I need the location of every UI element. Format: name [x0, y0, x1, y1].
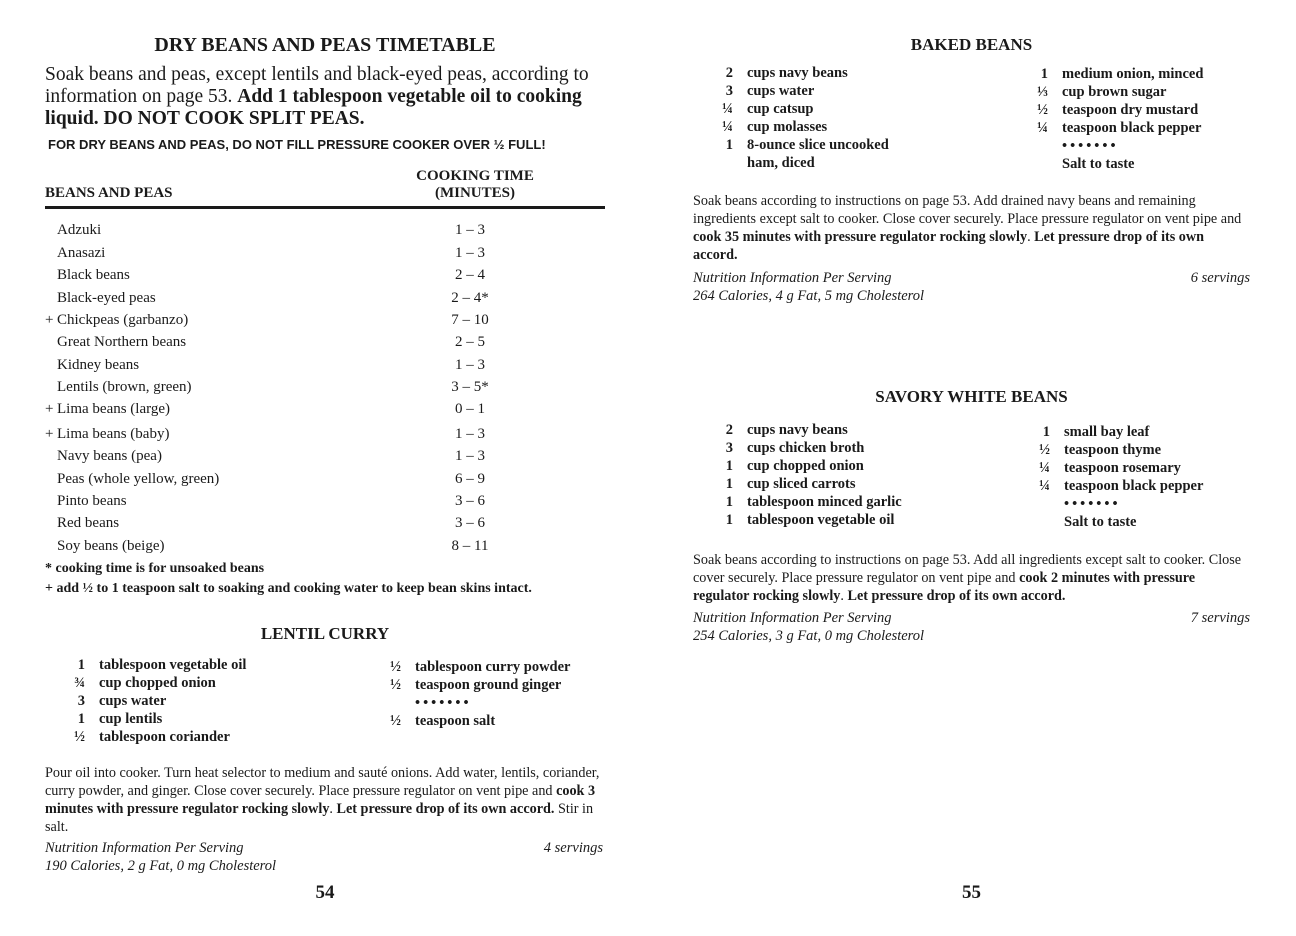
ingredient-quantity: 1 — [725, 512, 733, 528]
lentil-curry-title: LENTIL CURRY — [260, 624, 390, 643]
bean-name: Lentils (brown, green) — [57, 379, 192, 395]
directions-bold-text: Let pressure drop of its own accord. — [336, 801, 555, 817]
bean-name: Anasazi — [57, 245, 106, 261]
ingredient-text: cup sliced carrots — [747, 476, 856, 492]
ingredient-text: teaspoon dry mustard — [1062, 102, 1199, 118]
ingredient-text: 8-ounce slice uncooked — [747, 137, 889, 153]
table-row — [45, 312, 605, 334]
bean-name: Peas (whole yellow, green) — [57, 471, 220, 487]
intro-plain-text: Soak beans and peas, except lentils and black-eyed peas, according to information on page 53. — [45, 64, 589, 107]
table-row — [45, 334, 605, 356]
table-row — [45, 493, 605, 515]
cooking-time: 2 – 5 — [455, 334, 485, 350]
ingredient-quantity: ½ — [1037, 102, 1048, 118]
ingredient-quantity: 3 — [725, 440, 733, 456]
cooking-time: 7 – 10 — [451, 312, 489, 328]
ingredient-quantity: 1 — [1042, 424, 1050, 440]
bean-name: Kidney beans — [57, 357, 140, 373]
cooking-time: 3 – 6 — [455, 493, 485, 509]
directions-text: Soak beans according to instructions on page 53. Add drained navy beans and remaining ingredients except salt to cooker. Close cover securely. Place pressure regulator on vent pipe and — [693, 193, 1242, 227]
bean-name: Black beans — [57, 267, 130, 283]
ingredient-quantity: 3 — [725, 83, 733, 99]
ingredient-text: tablespoon curry powder — [415, 659, 571, 675]
table-row — [45, 448, 605, 470]
ingredient-quantity: ¼ — [1039, 460, 1050, 476]
table-row — [45, 426, 605, 448]
table-row — [45, 267, 605, 289]
ingredient-text: cups water — [99, 693, 167, 709]
ingredient-quantity: 1 — [77, 657, 85, 673]
ingredient-text: cup brown sugar — [1062, 84, 1167, 100]
table-header-time-line2: (MINUTES) — [434, 185, 515, 201]
baked-beans-title: BAKED BEANS — [910, 35, 1033, 54]
directions-text: . — [840, 588, 844, 604]
ingredient-text: teaspoon black pepper — [1062, 120, 1202, 136]
bean-name: Lima beans (large) — [57, 401, 171, 417]
directions-bold-text: cook 2 minutes with pressure regulator rocking slowly — [693, 570, 1196, 604]
left-page — [45, 0, 605, 936]
ingredient-quantity: ½ — [390, 659, 401, 675]
savory-white-beans-nutrition-label: Nutrition Information Per Serving — [693, 610, 892, 626]
bean-name: Navy beans (pea) — [57, 448, 162, 464]
baked-beans-directions — [693, 192, 1250, 264]
ingredient-quantity: ¾ — [74, 675, 85, 691]
ingredient-quantity: 3 — [77, 693, 85, 709]
savory-white-beans-nutrition-values: 254 Calories, 3 g Fat, 0 mg Cholesterol — [693, 628, 925, 644]
cooking-time: 2 – 4 — [455, 267, 485, 283]
table-row — [45, 245, 605, 267]
bean-name: Red beans — [57, 515, 120, 531]
directions-text: Pour oil into cooker. Turn heat selector to medium and sauté onions. Add water, lentils, coriander, curry powder, and ginger. Close cover securely. Place pressure regulator on vent pipe and — [45, 765, 600, 799]
directions-bold-text: Let pressure drop of its own accord. — [847, 588, 1066, 604]
bean-name: Soy beans (beige) — [57, 538, 165, 554]
savory-white-beans-directions — [693, 551, 1250, 605]
ingredient-text: tablespoon vegetable oil — [99, 657, 247, 673]
ingredient-quantity: ⅓ — [1037, 84, 1048, 100]
ingredient-quantity: 1 — [725, 137, 733, 153]
page-number-left: 54 — [315, 882, 335, 903]
ingredient-text: cups chicken broth — [747, 440, 865, 456]
ingredient-quantity: 1 — [77, 711, 85, 727]
ingredient-quantity: 1 — [725, 476, 733, 492]
ingredient-quantity: ¼ — [1037, 120, 1048, 136]
table-row — [45, 290, 605, 312]
directions-bold-text: cook 35 minutes with pressure regulator rocking slowly — [693, 229, 1028, 245]
baked-beans-nutrition-values: 264 Calories, 4 g Fat, 5 mg Cholesterol — [693, 288, 925, 304]
ingredient-quantity: 1 — [725, 458, 733, 474]
ingredient-quantity: ½ — [1039, 442, 1050, 458]
cooking-time: 1 – 3 — [455, 222, 485, 238]
ingredient-text: teaspoon salt — [415, 713, 496, 729]
cooking-time: 6 – 9 — [455, 471, 485, 487]
directions-bold-text: Let pressure drop of its own accord. — [693, 229, 1205, 263]
lentil-curry-nutrition-label: Nutrition Information Per Serving — [45, 840, 244, 856]
ingredient-text: cups navy beans — [747, 65, 848, 81]
cooking-time: 1 – 3 — [455, 245, 485, 261]
ingredient-text: tablespoon vegetable oil — [747, 512, 895, 528]
table-header-name: BEANS AND PEAS — [45, 185, 173, 201]
bean-name: Chickpeas (garbanzo) — [57, 312, 189, 328]
ingredient-quantity: ¼ — [722, 101, 733, 117]
baked-beans-nutrition-label: Nutrition Information Per Serving — [693, 270, 892, 286]
footnote-unsoaked: * cooking time is for unsoaked beans — [45, 561, 265, 576]
table-header-time — [405, 168, 545, 202]
ingredient-text: ham, diced — [747, 155, 815, 171]
footnote-salt: + add ½ to 1 teaspoon salt to soaking and cooking water to keep bean skins intact. — [45, 581, 532, 596]
savory-white-beans-title: SAVORY WHITE BEANS — [875, 387, 1068, 406]
ingredient-text: tablespoon coriander — [99, 729, 230, 745]
cooking-time: 3 – 5* — [451, 379, 489, 395]
table-header-time-line1: COOKING TIME — [416, 168, 534, 184]
ingredient-text: Salt to taste — [1062, 156, 1135, 172]
ingredient-quantity: ½ — [390, 677, 401, 693]
ingredient-quantity: ½ — [390, 713, 401, 729]
table-row — [45, 379, 605, 401]
ingredient-text: teaspoon rosemary — [1064, 460, 1181, 476]
table-row — [45, 222, 605, 244]
bean-name: Black-eyed peas — [57, 290, 156, 306]
table-header-rule — [45, 206, 605, 209]
directions-text: Stir in salt. — [45, 801, 594, 835]
cooking-time: 8 – 11 — [451, 538, 489, 554]
directions-text: Soak beans according to instructions on page 53. Add all ingredients except salt to cooker. Close cover securely. Place pressure regulator on vent pipe and — [693, 552, 1242, 586]
cooking-time: 1 – 3 — [455, 448, 485, 464]
ingredient-text: cup lentils — [99, 711, 163, 727]
ingredient-text: teaspoon thyme — [1064, 442, 1162, 458]
timetable-title: DRY BEANS AND PEAS TIMETABLE — [154, 34, 496, 56]
lentil-curry-nutrition-values: 190 Calories, 2 g Fat, 0 mg Cholesterol — [45, 858, 277, 874]
savory-white-beans-servings: 7 servings — [1190, 610, 1250, 626]
right-page — [693, 0, 1250, 936]
intro-bold-text: Add 1 tablespoon vegetable oil to cooking liquid. DO NOT COOK SPLIT PEAS. — [45, 86, 582, 129]
ingredient-text: ••••••• — [1064, 496, 1121, 512]
ingredient-text: teaspoon black pepper — [1064, 478, 1204, 494]
table-row — [45, 538, 605, 560]
ingredient-quantity: ¼ — [1039, 478, 1050, 494]
cooking-time: 0 – 1 — [455, 401, 485, 417]
ingredient-text: cups water — [747, 83, 815, 99]
lentil-curry-servings: 4 servings — [543, 840, 603, 856]
ingredient-text: medium onion, minced — [1062, 66, 1204, 82]
ingredient-text: ••••••• — [1062, 138, 1119, 154]
ingredient-text: ••••••• — [415, 695, 472, 711]
fill-warning: FOR DRY BEANS AND PEAS, DO NOT FILL PRESSURE COOKER OVER ½ FULL! — [48, 137, 546, 152]
table-row — [45, 471, 605, 493]
table-row — [45, 515, 605, 537]
directions-text: . — [329, 801, 333, 817]
cooking-time: 2 – 4* — [451, 290, 489, 306]
ingredient-text: cups navy beans — [747, 422, 848, 438]
ingredient-quantity: 2 — [725, 422, 733, 438]
cooking-time: 1 – 3 — [455, 426, 485, 442]
baked-beans-servings: 6 servings — [1190, 270, 1250, 286]
directions-bold-text: cook 3 minutes with pressure regulator rocking slowly — [45, 783, 596, 817]
ingredient-text: cup catsup — [747, 101, 814, 117]
row-marker: + — [45, 401, 54, 417]
row-marker: + — [45, 312, 54, 328]
ingredient-text: cup chopped onion — [747, 458, 864, 474]
ingredient-quantity: 1 — [1040, 66, 1048, 82]
ingredient-text: cup molasses — [747, 119, 828, 135]
bean-name: Lima beans (baby) — [57, 426, 170, 442]
page-number-right: 55 — [962, 882, 981, 903]
cooking-time: 1 – 3 — [455, 357, 485, 373]
ingredient-quantity: ½ — [74, 729, 85, 745]
ingredient-quantity: 1 — [725, 494, 733, 510]
ingredient-text: teaspoon ground ginger — [415, 677, 562, 693]
ingredient-text: small bay leaf — [1064, 424, 1150, 440]
bean-name: Adzuki — [57, 222, 102, 238]
lentil-curry-directions — [45, 764, 605, 836]
cooking-time: 3 – 6 — [455, 515, 485, 531]
table-row — [45, 401, 605, 423]
table-row — [45, 357, 605, 379]
bean-name: Pinto beans — [57, 493, 127, 509]
ingredient-text: Salt to taste — [1064, 514, 1137, 530]
ingredient-text: cup chopped onion — [99, 675, 216, 691]
timetable-intro — [45, 64, 610, 130]
ingredient-text: tablespoon minced garlic — [747, 494, 902, 510]
directions-text: . — [1027, 229, 1031, 245]
row-marker: + — [45, 426, 54, 442]
ingredient-quantity: ¼ — [722, 119, 733, 135]
ingredient-quantity: 2 — [725, 65, 733, 81]
bean-name: Great Northern beans — [57, 334, 187, 350]
